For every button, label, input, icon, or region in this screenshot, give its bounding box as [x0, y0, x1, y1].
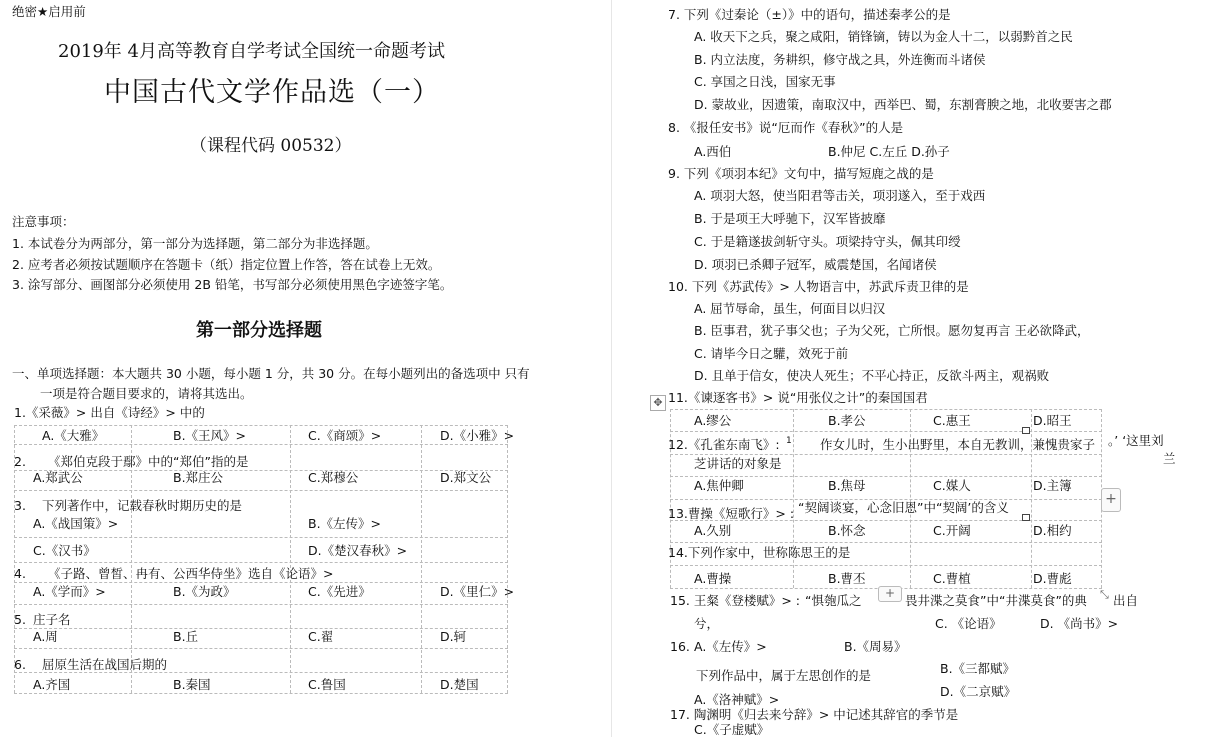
question-stem: 1.《采薇》> 出自《诗经》> 中的	[14, 405, 205, 420]
question-stem: 庄子名	[33, 612, 71, 627]
option-d: D.主簿	[1033, 478, 1072, 493]
option-d: D. 项羽已杀卿子冠军，威震楚国，名闻诸侯	[694, 257, 937, 272]
option-b: B.《周易》	[844, 639, 907, 654]
question-stem-cont: 兮，	[694, 616, 720, 631]
option-d: D.曹彪	[1033, 571, 1072, 586]
section-instructions-cont: 一项是符合题目要求的，请将其选出。	[40, 386, 253, 401]
option-c: C.《汉书》	[33, 543, 96, 558]
course-title: 中国古代文学作品选（一）	[104, 77, 440, 108]
question-stem: 下列著作中，记载春秋时期历史的是	[42, 498, 243, 513]
table-move-handle[interactable]: ✥	[650, 395, 666, 411]
option-b: B.《左传》>	[308, 516, 382, 531]
question-number: 3.	[14, 498, 26, 513]
option-c: C.鲁国	[308, 677, 346, 692]
question-stem: 14.下列作家中，世称陈思王的是	[668, 545, 851, 560]
option-b: B. 于是项王大呼驰下，汉军皆披靡	[694, 211, 886, 226]
option-d: D.郑文公	[440, 470, 492, 485]
question-number: 16.	[670, 639, 690, 654]
notes-item: 1. 本试卷分为两部分，第一部分为选择题，第二部分为非选择题。	[12, 236, 378, 251]
option-d: D.相约	[1033, 523, 1072, 538]
question-stem: 17. 陶渊明《归去来兮辞》> 中记述其辞官的季节是	[670, 707, 959, 722]
option-c: C. 享国之日浅，国家无事	[694, 74, 836, 89]
option-b: B.曹丕	[828, 571, 866, 586]
option-c: C.《商颂》>	[308, 428, 382, 443]
option-b: B.焦母	[828, 478, 866, 493]
question-number: 4.	[14, 566, 26, 581]
question-number: 5.	[14, 612, 26, 627]
option-a: A.焦仲卿	[694, 478, 744, 493]
question-text: 。’ ‘这里刘	[1108, 433, 1164, 448]
option-a: A.《学而》>	[33, 584, 106, 599]
option-c: C.翟	[308, 629, 334, 644]
option-a: A.西伯	[694, 144, 732, 159]
option-a: A. 项羽大怒，使当阳君等击关，项羽遂入，至于戏西	[694, 188, 986, 203]
option-b: B.《三都赋》	[940, 661, 1016, 676]
question-stem: 10. 下列《苏武传》> 人物语言中，苏武斥责卫律的是	[668, 279, 969, 294]
option-c: C.惠王	[933, 413, 971, 428]
option-bcd: B.仲尼 C.左丘 D.孙子	[828, 144, 950, 159]
question-stem: 《郑伯克段于鄢》中的“郑伯”指的是	[48, 454, 249, 469]
option-b: B.秦国	[173, 677, 211, 692]
notes-item: 3. 涂写部分、画图部分必须使用 2B 铅笔，书写部分必须使用黑色字迹签字笔。	[12, 277, 453, 292]
question-text: 作女儿时，生小出野里，本自无教训，兼愧贵家子	[820, 437, 1096, 452]
option-c: C. 请毕今日之驩，效死于前	[694, 346, 849, 361]
option-a: A.周	[33, 629, 58, 644]
option-d: D.轲	[440, 629, 467, 644]
option-a: A.缪公	[694, 413, 732, 428]
option-d: D.《里仁》>	[440, 584, 515, 599]
resize-corner-icon[interactable]: ⤡	[1100, 588, 1109, 601]
question-text: “惧匏瓜之	[805, 593, 862, 608]
part-title: 第一部分选择题	[196, 320, 322, 341]
resize-marker[interactable]	[1022, 514, 1030, 521]
confidential-label: 绝密★启用前	[12, 4, 86, 19]
option-b: B. 内立法度，务耕织，修守战之具，外连衡而斗诸侯	[694, 52, 986, 67]
section-instructions: 一、单项选择题：本大题共 30 小题，每小题 1 分，共 30 分。在每小题列出的备选项中 只有	[12, 366, 530, 381]
option-c: C.媒人	[933, 478, 971, 493]
option-a: A. 收天下之兵，聚之咸阳，销锋镝，铸以为金人十二，以弱黔首之民	[694, 29, 1073, 44]
comment-mark: 1	[786, 436, 792, 446]
option-b: B.孝公	[828, 413, 866, 428]
option-d: D. 《尚书》>	[1040, 616, 1119, 631]
option-a: A.《大雅》	[42, 428, 105, 443]
option-b: B.丘	[173, 629, 199, 644]
question-stem: 《子路、曾皙、冉有、公西华侍坐》选自《论语》>	[48, 566, 334, 581]
exam-title: 2019年 4月高等教育自学考试全国统一命题考试	[58, 41, 445, 62]
option-d: D.楚国	[440, 677, 479, 692]
option-c: C. 于是籍遂拔剑斩守头。项梁持守头，佩其印绶	[694, 234, 961, 249]
option-b: B.郑庄公	[173, 470, 224, 485]
notes-heading: 注意事项：	[12, 214, 75, 229]
question-text: 兰	[1163, 451, 1176, 466]
page-gap	[611, 0, 612, 737]
question-text: 出自	[1113, 593, 1139, 608]
option-c: C.《子虚赋》	[694, 722, 770, 737]
option-a: A.齐国	[33, 677, 71, 692]
option-b: B.《为政》	[173, 584, 236, 599]
resize-marker[interactable]	[1022, 427, 1030, 434]
option-b: B.怀念	[828, 523, 866, 538]
option-a: A. 屈节辱命，虽生，何面目以归汉	[694, 301, 886, 316]
option-c: C. 《论语》	[935, 616, 1002, 631]
option-a: A.久别	[694, 523, 732, 538]
option-d: D. 蒙故业，因遗策，南取汉中，西举巴、蜀，东割膏腴之地，北收要害之郡	[694, 97, 1112, 112]
question-stem: 9. 下列《项羽本纪》文句中，描写短鹿之战的是	[668, 166, 934, 181]
option-c: C.曹植	[933, 571, 971, 586]
option-a: A.曹操	[694, 571, 732, 586]
question-number: 6.	[14, 657, 26, 672]
course-code: （课程代码 00532）	[190, 136, 352, 156]
option-d: D. 且单于信女，使决人死生；不平心持正，反欲斗两主，观祸败	[694, 368, 1050, 383]
option-a: A.《左传》>	[694, 639, 767, 654]
option-c: C.《先进》	[308, 584, 371, 599]
option-d: D.昭王	[1033, 413, 1072, 428]
add-row-button[interactable]: +	[878, 586, 902, 602]
question-stem: 屈原生活在战国后期的	[42, 657, 168, 672]
option-b: B. 臣事君，犹子事父也；子为父死，亡所恨。愿勿复再言 王必欲降武，	[694, 323, 1090, 338]
option-c: C.开阔	[933, 523, 971, 538]
option-b: B.《王风》>	[173, 428, 247, 443]
question-text: “契阔谈宴，心念旧恩”中“契阔’的含义	[798, 500, 1009, 515]
question-stem: 下列作品中，属于左思创作的是	[696, 668, 872, 683]
question-number: 2.	[14, 454, 26, 469]
question-stem: 8. 《报任安书》说“厄而作《春秋》”的人是	[668, 120, 904, 135]
option-d: D.《小雅》>	[440, 428, 515, 443]
add-column-button[interactable]: +	[1101, 488, 1121, 512]
question-stem: 15. 王粲《登楼赋》> :	[670, 593, 801, 608]
question-stem: 13.曹操《短歌行》> :	[668, 506, 795, 521]
question-stem: 12.《孔雀东南飞》:	[668, 437, 780, 452]
question-stem-cont: 芝讲话的对象是	[694, 456, 782, 471]
question-text: 畏井渫之莫食”中“井渫莫食”的典	[905, 593, 1087, 608]
question-stem: 11.《谏逐客书》> 说“用张仪之计”的秦国国君	[668, 390, 928, 405]
option-d: D.《二京赋》	[940, 684, 1017, 699]
option-d: D.《楚汉春秋》>	[308, 543, 408, 558]
option-a: A.《洛神赋》>	[694, 692, 780, 707]
question-stem: 7. 下列《过秦论（±）》中的语句，描述秦孝公的是	[668, 7, 951, 22]
option-c: C.郑穆公	[308, 470, 359, 485]
notes-item: 2. 应考者必须按试题顺序在答题卡（纸）指定位置上作答，答在试卷上无效。	[12, 257, 441, 272]
option-a: A.《战国策》>	[33, 516, 119, 531]
option-a: A.郑武公	[33, 470, 83, 485]
